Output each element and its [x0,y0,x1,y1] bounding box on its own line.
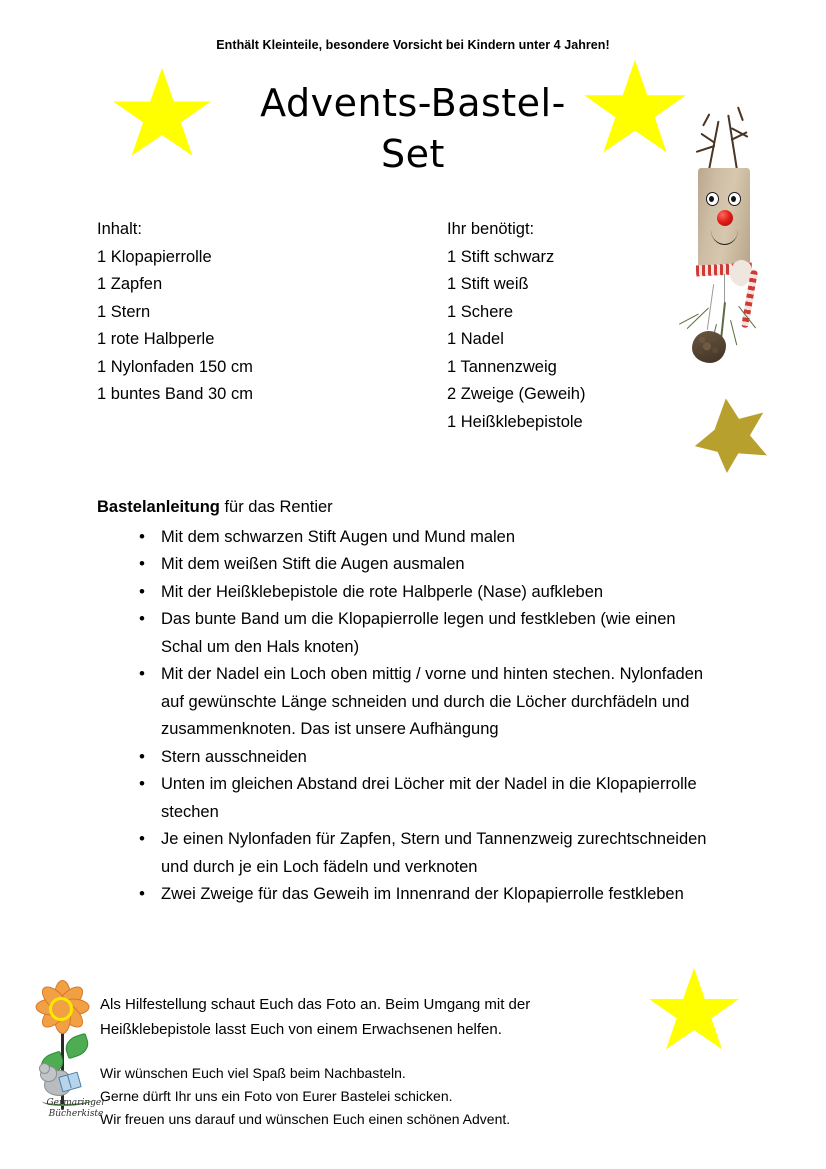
fir-branch-icon [730,320,737,346]
title-line-2: Set [381,132,445,177]
contents-heading: Inhalt: [97,220,142,238]
list-item: • Mit der Nadel ein Loch oben mittig / vorne und hinten stechen. Nylonfaden auf gewünschte Länge schneiden und durch die Löcher durchfädeln und zusammenknoten. Das ist unsere Aufhängung [139,661,717,744]
logo-text-line: Germaringer [46,1098,106,1108]
required-item: 2 Zweige (Geweih) [447,385,586,403]
required-materials-column [447,216,585,436]
toilet-roll-tube [698,168,750,273]
list-item: • Stern ausschneiden [139,744,717,772]
instructions-list [97,524,717,909]
list-item: • Unten im gleichen Abstand drei Löcher mit der Nadel in die Klopapierrolle stechen [139,771,717,826]
antler-branch-icon [702,113,710,126]
list-item: • Mit dem weißen Stift die Augen ausmalen [139,551,717,579]
list-item: • Je einen Nylonfaden für Zapfen, Stern und Tannenzweig zurechtschneiden und durch je ein Loch fädeln und verknoten [139,826,717,881]
library-logo [18,978,114,1126]
required-heading: Ihr benötigt: [447,220,535,238]
help-note-line: Als Hilfestellung schaut Euch das Foto an. Beim Umgang mit der [100,996,531,1013]
contents-item: 1 Nylonfaden 150 cm [97,357,253,376]
required-item: 1 Tannenzweig [447,357,557,376]
list-item: • Zwei Zweige für das Geweih im Innenrand der Klopapierrolle festkleben [139,881,717,909]
contents-item: 1 Klopapierrolle [97,247,212,266]
help-note-line: Heißklebepistole lasst Euch von einem Erwachsenen helfen. [100,1021,502,1038]
instructions-heading-rest: für das Rentier [219,498,333,516]
help-note [100,992,660,1042]
red-nose-icon [717,210,733,226]
list-item: • Mit dem schwarzen Stift Augen und Mund malen [139,524,717,552]
leaf-icon [62,1033,91,1059]
logo-text [34,1098,118,1120]
antler-twig-icon [727,115,738,171]
instructions-section [97,494,717,909]
page-title [213,78,613,181]
closing-wishes-line: Wir wünschen Euch viel Spaß beim Nachbasteln. [100,1065,406,1081]
gold-star-icon [687,393,775,477]
eye-icon [706,192,719,206]
required-item: 1 Schere [447,302,514,321]
closing-wishes-line: Gerne dürft Ihr uns ein Foto von Eurer Bastelei schicken. [100,1088,453,1104]
contents-item: 1 buntes Band 30 cm [97,385,253,403]
instructions-heading [97,494,717,522]
contents-item: 1 Zapfen [97,275,163,293]
required-item: 1 Stift weiß [447,275,529,293]
contents-item: 1 rote Halbperle [97,330,215,348]
closing-wishes-line: Wir freuen uns darauf und wünschen Euch einen schönen Advent. [100,1111,511,1127]
contents-item: 1 Stern [97,302,151,321]
antler-branch-icon [737,107,744,122]
smile-icon [711,230,738,245]
pinecone-icon [692,331,726,363]
title-line-1: Advents-Bastel- [260,81,566,125]
logo-text-line: Bücherkiste [48,1109,104,1119]
list-item: • Mit der Heißklebepistole die rote Halbperle (Nase) aufkleben [139,579,717,607]
list-item: • Das bunte Band um die Klopapierrolle legen und festkleben (wie einen Schal um den Hals knoten) [139,606,717,661]
reindeer-craft-photo [668,88,818,378]
closing-wishes [100,1062,660,1131]
required-item: 1 Stift schwarz [447,247,555,266]
required-item: 1 Heißklebepistole [447,412,583,431]
yellow-star-icon [648,968,740,1056]
required-item: 1 Nadel [447,330,504,348]
flower-center-icon [49,997,73,1021]
instructions-heading-bold: Bastelanleitung [97,498,220,516]
mouse-ear-icon [39,1063,50,1074]
yellow-star-icon [112,68,212,163]
contents-column [97,216,253,409]
eye-icon [728,192,741,206]
safety-warning: Enthält Kleinteile, besondere Vorsicht bei Kindern unter 4 Jahren! [216,38,610,52]
